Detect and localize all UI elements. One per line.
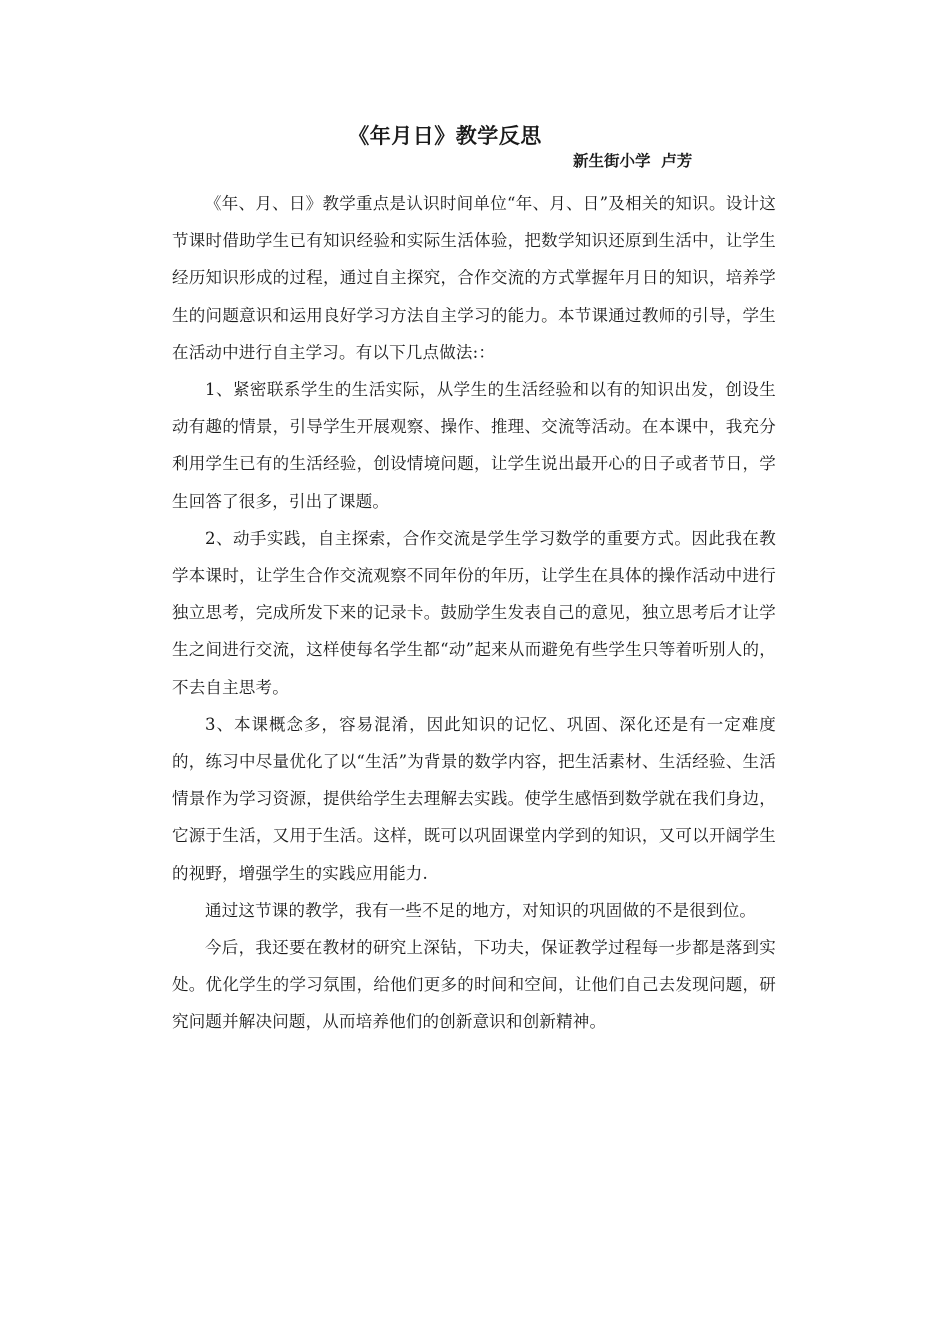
document-title: 《年月日》教学反思: [348, 124, 542, 148]
author-line: 新生街小学 卢芳: [573, 152, 693, 170]
paragraph-point-2: 2、动手实践，自主探索，合作交流是学生学习数学的重要方式。因此我在教学本课时，让学生合作交流观察不同年份的年历，让学生在具体的操作活动中进行独立思考，完成所发下来的记录卡。鼓励学生发表自己的意见，独立思考后才让学生之间进行交流，这样使每名学生都“动”起来从而避免有些学生只等着听别人的，不去自主思考。: [172, 528, 776, 697]
paragraph-intro: 《年、月、日》教学重点是认识时间单位“年、月、日”及相关的知识。设计这节课时借助学生已有知识经验和实际生活体验，把数学知识还原到生活中，让学生经历知识形成的过程，通过自主探究，合作交流的方式掌握年月日的知识，培养学生的问题意识和运用良好学习方法自主学习的能力。本节课通过教师的引导，学生在活动中进行自主学习。有以下几点做法:：: [172, 194, 776, 362]
paragraph-shortcoming: 通过这节课的教学，我有一些不足的地方，对知识的巩固做的不是很到位。: [205, 900, 757, 920]
document-body: [172, 185, 776, 1041]
paragraph-future: 今后，我还要在教材的研究上深钻，下功夫，保证教学过程每一步都是落到实处。优化学生的学习氛围，给他们更多的时间和空间，让他们自己去发现问题，研究问题并解决问题，从而培养他们的创新意识和创新精神。: [172, 938, 776, 1032]
paragraph-point-3: 3、本课概念多，容易混淆，因此知识的记忆、巩固、深化还是有一定难度的，练习中尽量优化了以“生活”为背景的数学内容，把生活素材、生活经验、生活情景作为学习资源，提供给学生去理解去实践。使学生感悟到数学就在我们身边，它源于生活，又用于生活。这样，既可以巩固课堂内学到的知识，又可以开阔学生的视野，增强学生的实践应用能力.: [172, 714, 776, 883]
paragraph-point-1: 1、紧密联系学生的生活实际，从学生的生活经验和以有的知识出发，创设生动有趣的情景，引导学生开展观察、操作、推理、交流等活动。在本课中，我充分利用学生已有的生活经验，创设情境问题，让学生说出最开心的日子或者节日，学生回答了很多，引出了课题。: [172, 380, 776, 511]
